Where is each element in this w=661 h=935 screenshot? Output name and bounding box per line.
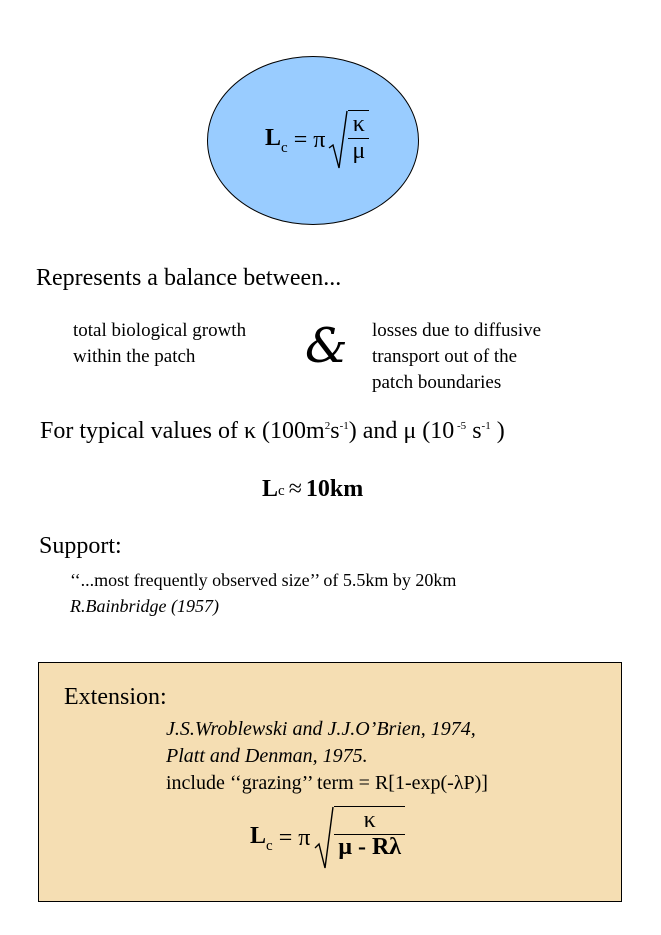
square-root — [328, 110, 369, 170]
support-heading: Support: — [39, 533, 122, 559]
formula-numerator: κ — [363, 807, 376, 833]
formula-denominator: μ — [348, 138, 369, 164]
growth-text: total biological growth within the patch — [73, 320, 247, 367]
critical-length-formula — [265, 110, 369, 170]
square-root — [314, 806, 405, 870]
formula-denominator: μ - Rλ — [334, 834, 405, 860]
critical-length-estimate: L $_c$ ≈ 10km — [262, 476, 364, 502]
support-citation: R.Bainbridge (1957) — [70, 596, 219, 616]
ampersand: & — [305, 318, 348, 374]
typical-values-line: For typical values of κ $(100m^2s^{-1})$ and μ (10 $^{-5}$ $s^{-1}$ ) — [40, 418, 505, 444]
extended-formula: $L_c$ = π $\frac{\kappa}{\mu - R\lambda}$ — [250, 806, 405, 870]
pi-symbol: π — [313, 126, 326, 153]
losses-text: losses due to diffusive transport out of the patch boundaries — [372, 320, 542, 393]
radical-sign-icon — [328, 110, 348, 170]
formula-numerator: κ — [352, 111, 365, 137]
radical-sign-icon — [314, 806, 334, 870]
formula-lhs: $L_c$ — [265, 124, 288, 157]
balance-heading: Represents a balance between... — [36, 265, 342, 291]
equals-sign: = — [293, 126, 308, 153]
grazing-term: include ‘‘grazing’’ term = R[1-exp(-λP)] — [166, 772, 488, 794]
extension-reference-2: Platt and Denman, 1975. — [166, 745, 368, 767]
extension-heading: Extension: — [64, 684, 167, 710]
support-quote: ‘‘...most frequently observed size’’ of 5.5km by 20km — [70, 570, 457, 590]
extension-reference-1: J.S.Wroblewski and J.J.O’Brien, 1974, — [166, 718, 476, 740]
